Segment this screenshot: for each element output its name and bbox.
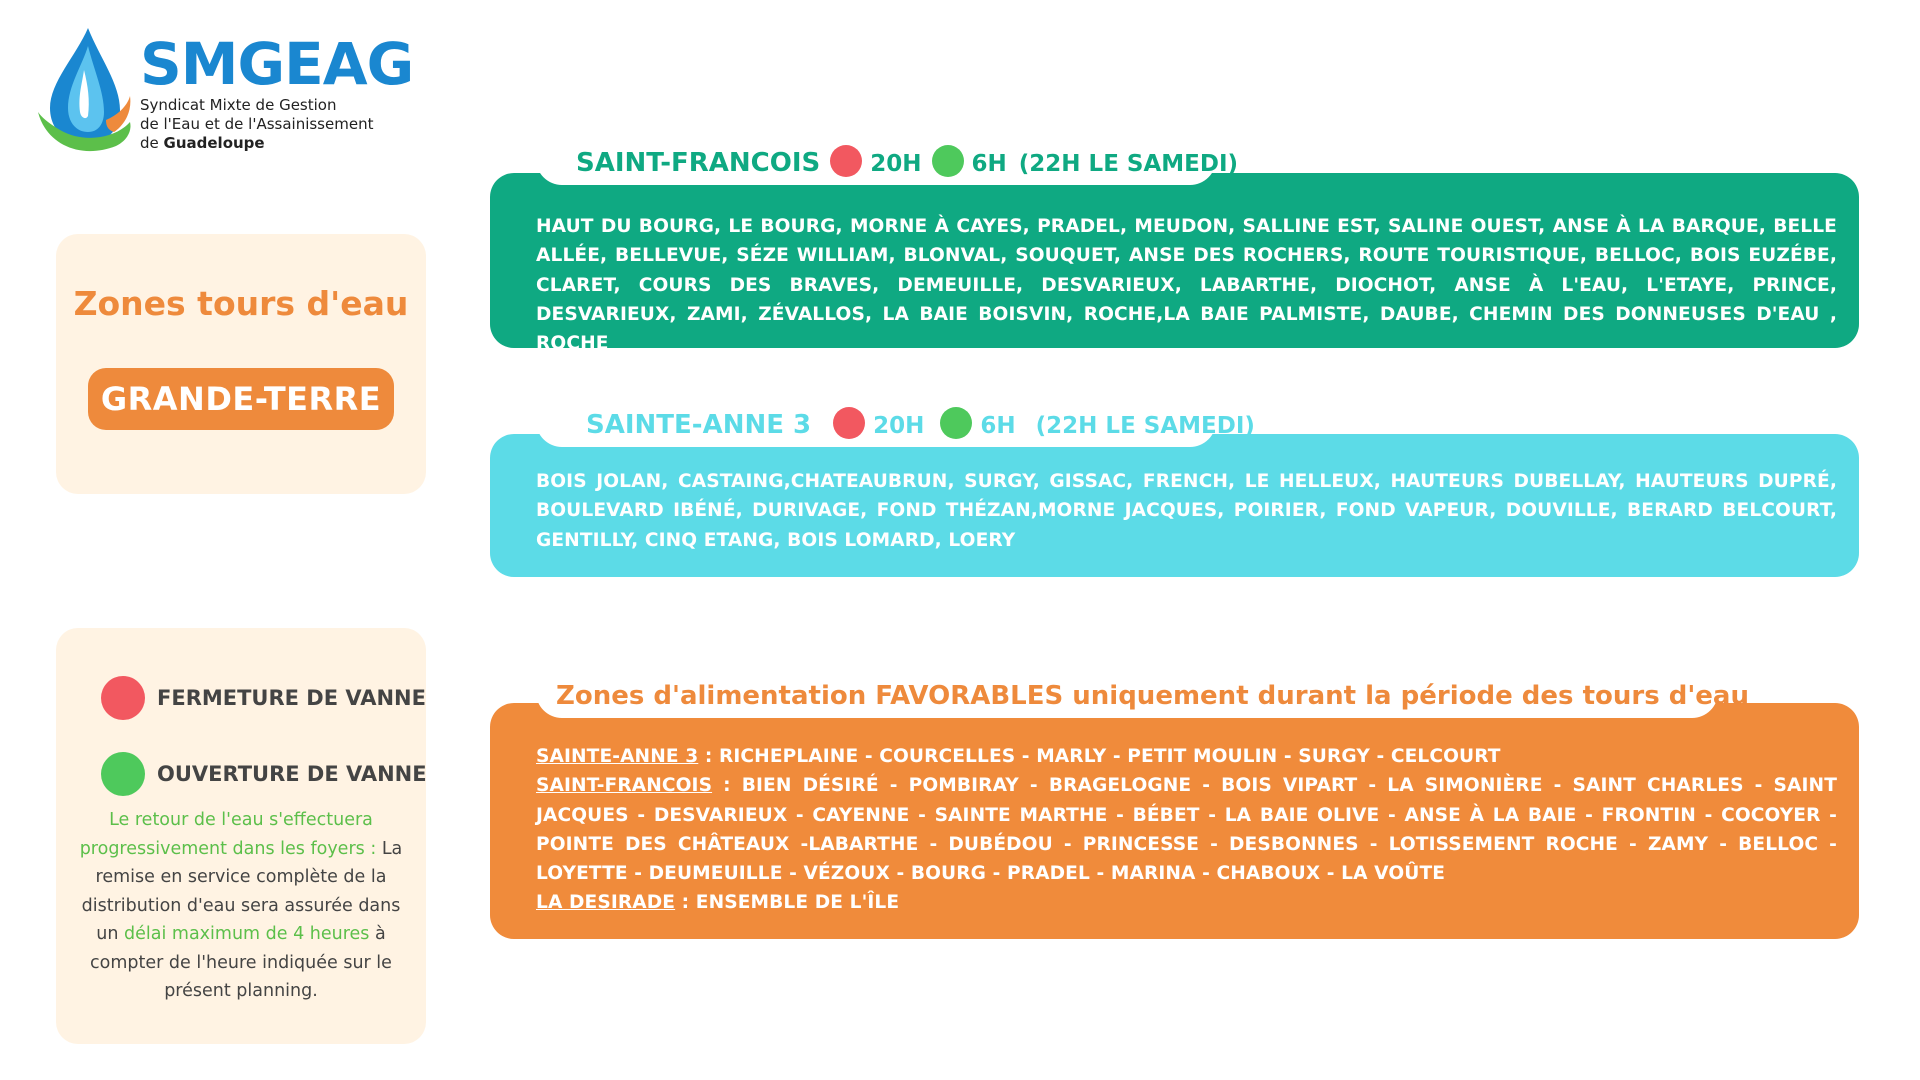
legend-closing-label: FERMETURE DE VANNE (157, 686, 426, 710)
list-item: SAINTE-ANNE 3 : RICHEPLAINE - COURCELLES - MARLY - PETIT MOULIN - SURGY - CELCOURT (536, 746, 1501, 767)
favorable-zones-title: Zones d'alimentation FAVORABLES uniquement durant la période des tours d'eau (556, 681, 1749, 711)
brand-name: SMGEAG (140, 30, 414, 98)
water-drop-logo-icon (36, 26, 132, 158)
close-time: 20H (873, 413, 925, 439)
smgeag-logo (36, 26, 414, 166)
brand-tagline: Syndicat Mixte de Gestion de l'Eau et de l'Assainissement de Guadeloupe (140, 96, 374, 152)
zone-areas: BOIS JOLAN, CASTAING,CHATEAUBRUN, SURGY, GISSAC, FRENCH, LE HELLEUX, HAUTEURS DUBELLAY, HAUTEURS DUPRÉ, BOULEVARD IBÉNÉ, DURIVAGE, FOND THÉZAN,MORNE JACQUES, POIRIER, FOND VAPEUR, DOUVILLE, BERARD BELCOURT, GENTILLY, CINQ ETANG, BOIS LOMARD, LOERY (536, 471, 1837, 551)
favorable-zones-header (536, 674, 1749, 718)
favorable-zones-card (490, 703, 1859, 939)
favorable-zones-list (536, 742, 1837, 918)
zone-name: SAINT-FRANCOIS (576, 148, 821, 178)
zone-name: SAINTE-ANNE 3 (586, 410, 812, 440)
red-circle-icon (830, 145, 862, 177)
open-time: 6H (980, 413, 1016, 439)
zone-header-saint-francois (536, 141, 1239, 185)
list-item: SAINT-FRANCOIS : BIEN DÉSIRÉ - POMBIRAY - BRAGELOGNE - BOIS VIPART - LA SIMONIÈRE - SAINT CHARLES - SAINT JACQUES - DESVARIEUX - CAYENNE - SAINTE MARTHE - BÉBET - LA BAIE OLIVE - ANSE À LA BAIE - FRONTIN - COCOYER -POINTE DES CHÂTEAUX -LABARTHE - DUBÉDOU - PRINCESSE - DESBONNES - LOTISSEMENT ROCHE - ZAMY - BELLOC - LOYETTE - DEUMEUILLE - VÉZOUX - BOURG - PRADEL - MARINA - CHABOUX - LA VOÛTE (536, 775, 1837, 885)
red-circle-icon (101, 676, 145, 720)
region-badge: GRANDE-TERRE (88, 368, 394, 430)
zone-card-sainte-anne-3 (490, 434, 1859, 577)
red-circle-icon (833, 407, 865, 439)
green-circle-icon (101, 752, 145, 796)
zone-areas: HAUT DU BOURG, LE BOURG, MORNE À CAYES, PRADEL, MEUDON, SALLINE EST, SALINE OUEST, ANSE À LA BARQUE, BELLE ALLÉE, BELLEVUE, SÉZE WILLIAM, BLONVAL, SOUQUET, ANSE DES ROCHERS, ROUTE TOURISTIQUE, BELLOC, BOIS EUZÉBE, CLARET, COURS DES BRAVES, DEMEUILLE, DESVARIEUX, LABARTHE, DIOCHOT, ANSE À L'EAU, L'ETAYE, PRINCE, DESVARIEUX, ZAMI, ZÉVALLOS, LA BAIE BOISVIN, ROCHE,LA BAIE PALMISTE, DAUBE, CHEMIN DES DONNEUSES D'EAU , ROCHE (536, 216, 1837, 355)
legend-opening-label: OUVERTURE DE VANNE (157, 762, 427, 786)
list-item: LA DESIRADE : ENSEMBLE DE L'ÎLE (536, 892, 900, 914)
legend-note: Le retour de l'eau s'effectuera progressivement dans les foyers : La remise en service complète de la distribution d'eau sera assurée dans un délai maximum de 4 heures à compter de l'heure indiquée sur le présent planning. (79, 810, 403, 1001)
zone-card-saint-francois (490, 173, 1859, 355)
time-note: (22H LE SAMEDI) (1035, 413, 1255, 439)
legend-panel (56, 628, 426, 1044)
page-title: Zones tours d'eau (73, 284, 409, 323)
zone-header-sainte-anne-3 (536, 403, 1255, 447)
green-circle-icon (932, 145, 964, 177)
time-note: (22H LE SAMEDI) (1018, 151, 1239, 177)
green-circle-icon (940, 407, 972, 439)
close-time: 20H (870, 151, 922, 177)
open-time: 6H (971, 151, 1007, 177)
zones-title-panel (56, 234, 426, 494)
